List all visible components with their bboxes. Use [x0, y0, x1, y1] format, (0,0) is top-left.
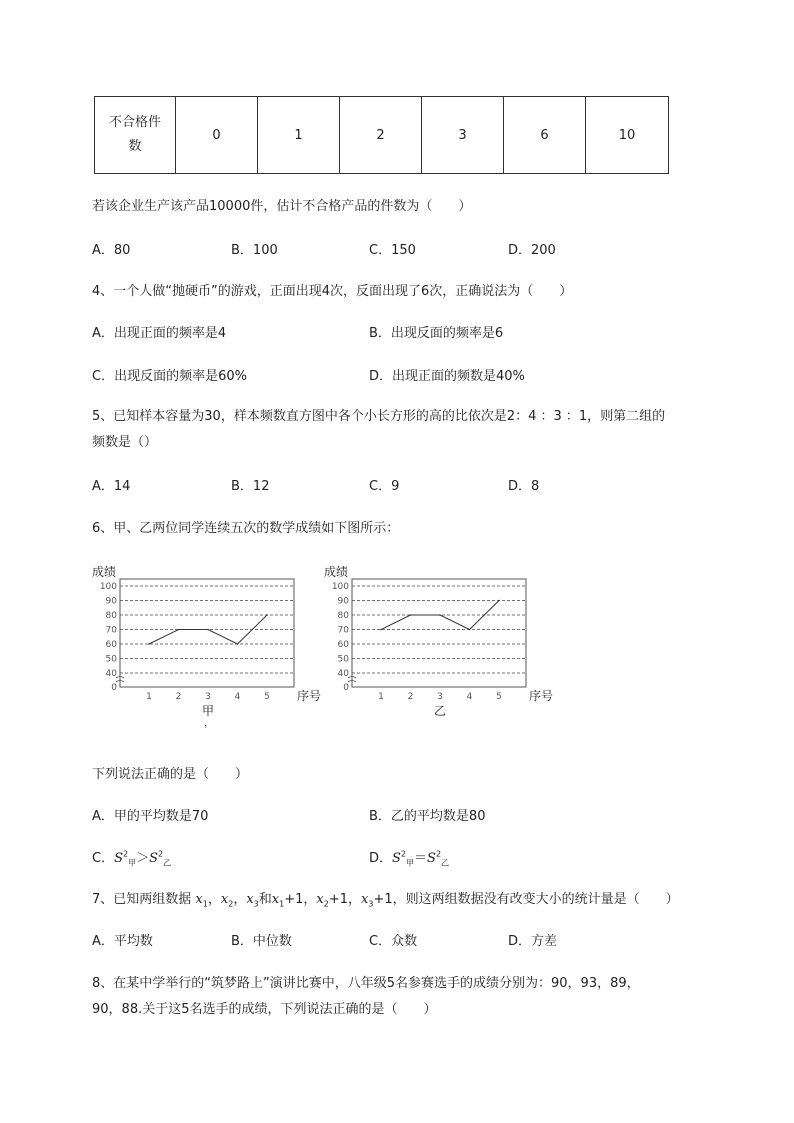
y-tick-label: 70 — [105, 625, 117, 636]
var-x: x — [246, 892, 254, 907]
q6-option-c — [92, 847, 171, 869]
table-cell: 2 — [340, 97, 422, 174]
y-axis-label: 成绩 — [92, 565, 117, 579]
eq-sign: ＝ — [414, 851, 428, 866]
x-tick-label: 1 — [146, 692, 152, 702]
q5-option-c: C．9 — [369, 479, 400, 494]
q7-stem-pre: 7、已知两组数据 — [92, 892, 192, 907]
x-tick-label: 2 — [407, 692, 414, 702]
plot-frame — [352, 579, 526, 687]
x-tick-label: 3 — [205, 692, 211, 702]
table-cell: 3 — [422, 97, 504, 174]
sub-yi: 乙 — [441, 858, 450, 868]
q3-option-c: C．150 — [369, 243, 416, 258]
y-axis-label: 成绩 — [324, 565, 349, 579]
q4-stem: 4、一个人做“抛硬币”的游戏，正面出现4次，反面出现了6次，正确说法为（ ） — [92, 284, 573, 299]
q8-stem-line2: 90，88.关于这5名选手的成绩，下列说法正确的是（ ） — [92, 1002, 437, 1017]
table-cell: 10 — [586, 97, 669, 174]
comma: ， — [207, 892, 221, 907]
x-tick-label: 4 — [234, 692, 241, 702]
table-header-line2: 数 — [128, 139, 142, 154]
chart-title: 乙 — [433, 704, 447, 718]
y-tick-label: 40 — [337, 669, 349, 679]
x-tick-label: 3 — [437, 692, 443, 702]
q3-stem: 若该企业生产该产品10000件，估计不合格产品的件数为（ ） — [92, 199, 472, 214]
var-x: x — [361, 892, 369, 907]
y-tick-label: 0 — [343, 683, 349, 693]
y-tick-label: 90 — [105, 596, 117, 607]
gt-sign: ＞ — [136, 851, 150, 866]
y-tick-label: 70 — [337, 625, 349, 636]
var-x: x — [316, 892, 324, 907]
q4-option-a: A．出现正面的频率是4 — [92, 326, 227, 341]
q5-stem-line2: 频数是（） — [92, 435, 158, 450]
y-tick-label: 60 — [337, 640, 349, 650]
q6-option-c-prefix: C． — [92, 851, 115, 866]
plus-one: +1 — [373, 892, 393, 907]
x-tick-label: 1 — [378, 692, 384, 702]
y-tick-label: 50 — [337, 654, 349, 665]
q3-option-b: B．100 — [231, 243, 278, 258]
sub-yi: 乙 — [163, 858, 172, 868]
sub-jia: 甲 — [406, 858, 415, 868]
y-tick-label: 60 — [105, 640, 117, 650]
var-x: x — [220, 892, 229, 907]
q6-option-b: B．乙的平均数是80 — [369, 809, 486, 824]
x-tick-label: 5 — [264, 692, 270, 702]
defect-count-table — [94, 96, 669, 174]
q6-stem: 6、甲、乙两位同学连续五次的数学成绩如下图所示： — [92, 521, 400, 536]
chart-jia — [88, 560, 328, 730]
q4-option-d: D．出现正面的频数是40% — [369, 369, 525, 384]
var-x: x — [271, 892, 280, 907]
x-axis-label: 序号 — [297, 689, 322, 703]
data-point — [439, 614, 441, 616]
q7-stem-post: ，则这两组数据没有改变大小的统计量是（ ） — [392, 892, 679, 907]
q6-after: 下列说法正确的是（ ） — [92, 767, 249, 782]
q5-option-d: D．8 — [508, 479, 540, 494]
q5-stem-line1: 5、已知样本容量为30，样本频数直方图中各个小长方形的高的比依次是2：4 ：3 ：1，则第二组的 — [92, 409, 666, 424]
q7-option-b: B．中位数 — [231, 934, 292, 949]
data-point — [178, 629, 180, 631]
y-tick-label: 100 — [99, 582, 117, 592]
data-point — [380, 629, 382, 631]
table-cell: 1 — [258, 97, 340, 174]
q6-option-a: A．甲的平均数是70 — [92, 809, 209, 824]
q7-option-c: C．众数 — [369, 934, 418, 949]
data-point — [148, 643, 150, 645]
y-tick-label: 40 — [105, 669, 117, 679]
y-tick-label: 0 — [111, 683, 117, 693]
sub-jia: 甲 — [128, 858, 137, 868]
data-point — [237, 643, 239, 645]
square-sup: 2 — [400, 849, 407, 859]
x-tick-label: 5 — [496, 692, 502, 702]
square-sup: 2 — [122, 849, 129, 859]
var-x: x — [195, 892, 203, 907]
data-point — [266, 614, 268, 616]
data-point — [410, 614, 412, 616]
q7-stem: 7、已知两组数据 $x_1$，$x_2$，$x_3$和$x_1+1$，$x_2+1$，$x_3+1$，则这两组数据没有改变大小的统计量是（ ） — [92, 892, 679, 909]
q6-option-d-prefix: D． — [369, 851, 393, 866]
q6-option-d — [369, 847, 449, 869]
variance-symbol: S — [149, 851, 158, 866]
q4-option-c: C．出现反面的频率是60% — [92, 369, 247, 384]
square-sup: 2 — [158, 849, 164, 859]
x-axis-label: 序号 — [529, 689, 554, 703]
y-tick-label: 80 — [105, 611, 117, 621]
variance-symbol: S — [114, 851, 123, 866]
chart-title: 甲 — [201, 704, 215, 718]
q5-option-a: A．14 — [92, 479, 131, 494]
table-header-cell — [95, 97, 176, 174]
q4-option-b: B．出现反面的频率是6 — [369, 326, 504, 341]
comma: ， — [348, 892, 362, 907]
data-point — [469, 629, 471, 631]
plot-frame — [120, 579, 294, 687]
variance-symbol: S — [392, 851, 401, 866]
table-row — [95, 97, 669, 174]
q7-option-d: D．方差 — [508, 934, 558, 949]
q7-option-a: A．平均数 — [92, 934, 153, 949]
y-tick-label: 90 — [337, 596, 349, 607]
q3-option-a: A．80 — [92, 243, 131, 258]
x-tick-label: 4 — [466, 692, 473, 702]
comma: ， — [233, 892, 247, 907]
table-cell: 0 — [176, 97, 258, 174]
plus-one: +1 — [328, 892, 349, 907]
plus-one: +1 — [284, 892, 304, 907]
table-cell: 6 — [504, 97, 586, 174]
variance-symbol: S — [427, 851, 436, 866]
comma: ， — [303, 892, 317, 907]
square-sup: 2 — [435, 849, 442, 859]
q8-stem-line1: 8、在某中学举行的“筑梦路上”演讲比赛中，八年级5名参赛选手的成绩分别为：90，93，89， — [92, 976, 640, 991]
chart-yi — [320, 560, 560, 730]
stray-mark: ， — [204, 718, 214, 729]
data-point — [207, 629, 209, 631]
data-point — [498, 600, 500, 602]
x-tick-label: 2 — [175, 692, 182, 702]
y-tick-label: 50 — [105, 654, 117, 665]
y-tick-label: 80 — [337, 611, 349, 621]
table-header-line1: 不合格件 — [108, 115, 161, 130]
and-word: 和 — [258, 892, 272, 907]
q3-option-d: D．200 — [508, 243, 556, 258]
q5-option-b: B．12 — [231, 479, 270, 494]
y-tick-label: 100 — [331, 582, 349, 592]
